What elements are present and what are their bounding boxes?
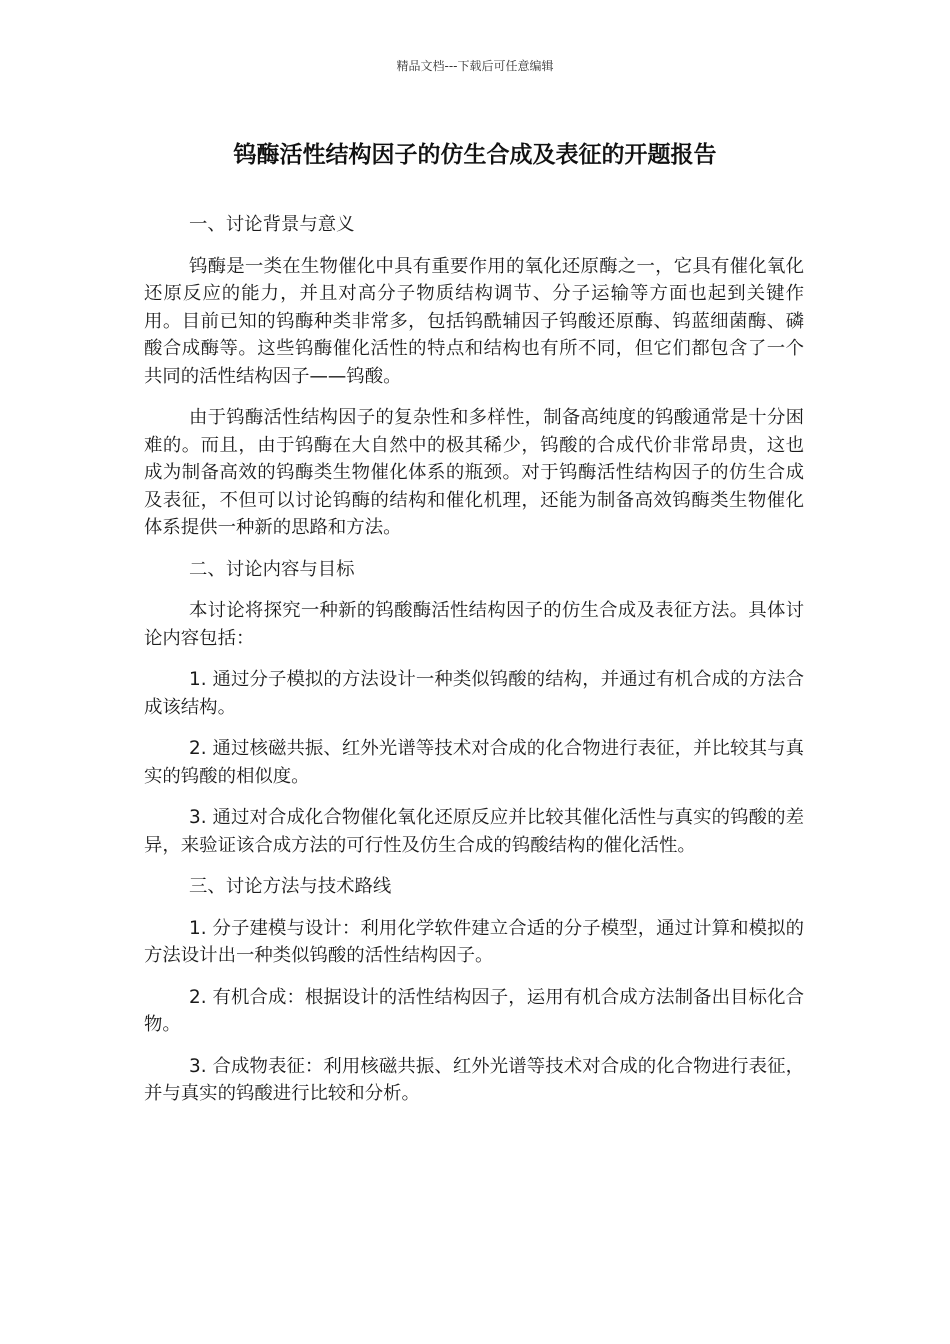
document-body bbox=[144, 211, 804, 1122]
section-heading-background: 一、讨论背景与意义 bbox=[189, 214, 355, 235]
paragraph-background-2: 由于钨酶活性结构因子的复杂性和多样性，制备高纯度的钨酸通常是十分困难的。而且，由于钨酶在大自然中的极其稀少，钨酸的合成代价非常昂贵，这也成为制备高效的钨酶类生物催化体系的瓶颈。对于钨酶活性结构因子的仿生合成及表征，不但可以讨论钨酶的结构和催化机理，还能为制备高效钨酶类生物催化体系提供一种新的思路和方法。 bbox=[144, 407, 804, 538]
section-heading-content: 二、讨论内容与目标 bbox=[189, 558, 355, 580]
paragraph-content-intro: 本讨论将探究一种新的钨酸酶活性结构因子的仿生合成及表征方法。具体讨论内容包括： bbox=[144, 600, 804, 649]
paragraph-background-1: 钨酶是一类在生物催化中具有重要作用的氧化还原酶之一，它具有催化氧化还原反应的能力，并且对高分子物质结构调节、分子运输等方面也起到关键作用。目前已知的钨酶种类非常多，包括钨酰辅因子钨酸还原酶、钨蓝细菌酶、磷酸合成酶等。这些钨酶催化活性的特点和结构也有所不同，但它们都包含了一个共同的活性结构因子——钨酸。 bbox=[144, 255, 804, 387]
list-item-method-1: 1. 分子建模与设计：利用化学软件建立合适的分子模型，通过计算和模拟的方法设计出一种类似钨酸的活性结构因子。 bbox=[144, 917, 804, 966]
list-item-content-3: 3. 通过对合成化合物催化氧化还原反应并比较其催化活性与真实的钨酸的差异，来验证该合成方法的可行性及仿生合成的钨酸结构的催化活性。 bbox=[144, 807, 804, 856]
list-item-method-3: 3. 合成物表征：利用核磁共振、红外光谱等技术对合成的化合物进行表征，并与真实的钨酸进行比较和分析。 bbox=[144, 1055, 804, 1104]
page-header: 精品文档---下载后可任意编辑 bbox=[396, 59, 554, 73]
document-title: 钨酶活性结构因子的仿生合成及表征的开题报告 bbox=[233, 142, 717, 168]
list-item-method-2: 2. 有机合成：根据设计的活性结构因子，运用有机合成方法制备出目标化合物。 bbox=[144, 986, 804, 1035]
section-heading-methods: 三、讨论方法与技术路线 bbox=[189, 876, 392, 897]
list-item-content-2: 2. 通过核磁共振、红外光谱等技术对合成的化合物进行表征，并比较其与真实的钨酸的相似度。 bbox=[144, 738, 804, 787]
list-item-content-1: 1. 通过分子模拟的方法设计一种类似钨酸的结构，并通过有机合成的方法合成该结构。 bbox=[144, 669, 804, 718]
